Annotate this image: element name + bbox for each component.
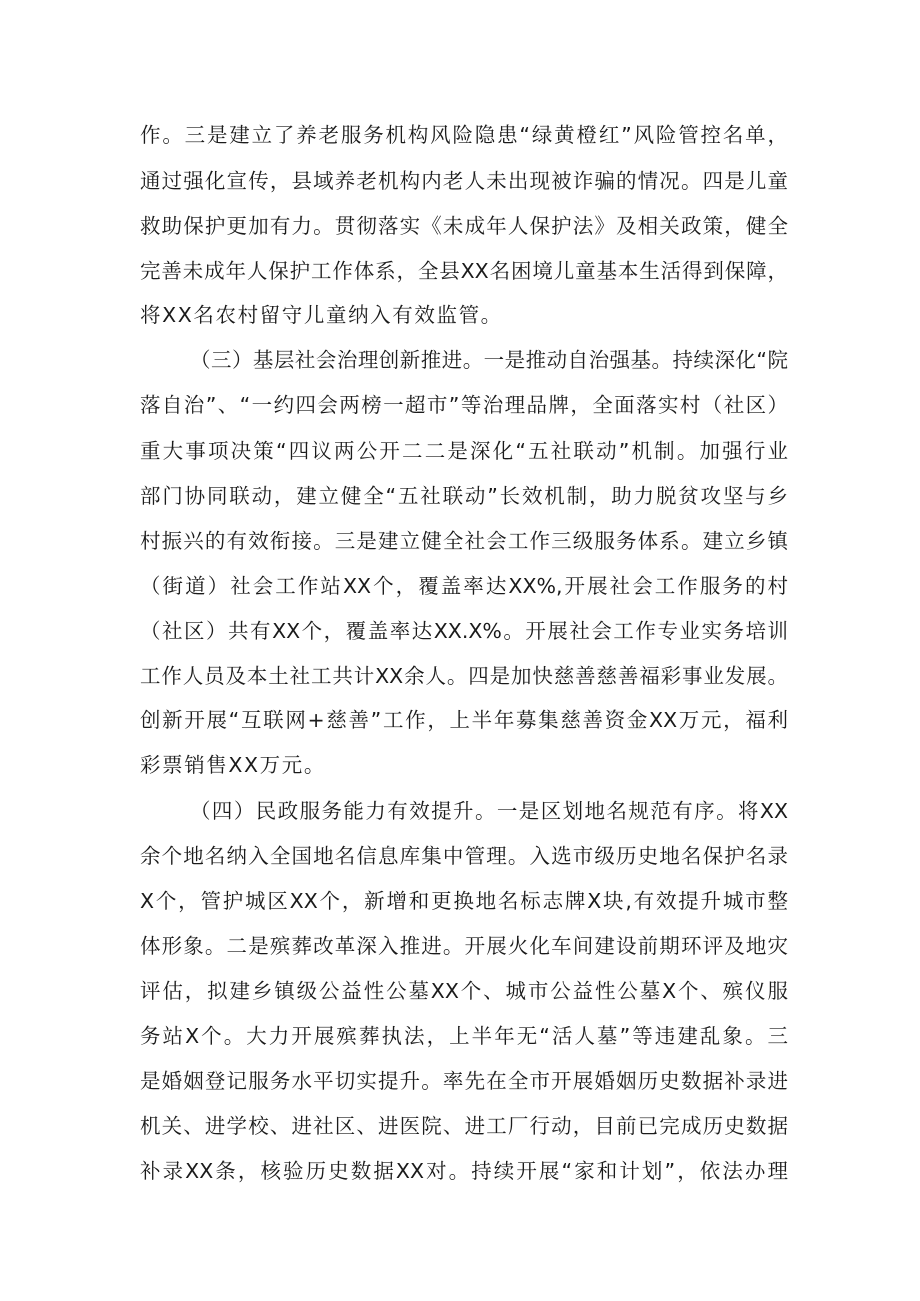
text-line: 完善未成年人保护工作体系，全县XX名困境儿童基本生活得到保障， bbox=[140, 259, 788, 283]
text-line: 彩票销售XX万元。 bbox=[140, 753, 326, 777]
text-line: 是婚姻登记服务水平切实提升。率先在全市开展婚姻历史数据补录进 bbox=[140, 1069, 788, 1093]
text-line: 机关、进学校、进社区、进医院、进工厂行动，目前已完成历史数据 bbox=[140, 1114, 788, 1138]
section-heading-line: （四）民政服务能力有效提升。一是区划地名规范有序。将XX bbox=[190, 799, 788, 823]
text-line: 创新开展“互联网+慈善”工作，上半年募集慈善资金XX万元，福利 bbox=[140, 708, 788, 732]
text-line: 将XX名农村留守儿童纳入有效监管。 bbox=[140, 303, 503, 327]
text-line: 通过强化宣传，县域养老机构内老人未出现被诈骗的情况。四是儿童 bbox=[140, 169, 788, 193]
section-heading-line: （三）基层社会治理创新推进。一是推动自治强基。持续深化“院 bbox=[190, 348, 788, 372]
text-line: 落自治”、“一约四会两榜一超市”等治理品牌，全面落实村（社区） bbox=[140, 393, 788, 417]
text-line: 评估，拟建乡镇级公益性公墓XX个、城市公益性公墓X个、殡仪服 bbox=[140, 979, 788, 1003]
text-line: 村振兴的有效衔接。三是建立健全社会工作三级服务体系。建立乡镇 bbox=[140, 529, 788, 553]
text-line: 务站X个。大力开展殡葬执法，上半年无“活人墓”等违建乱象。三 bbox=[140, 1024, 788, 1048]
text-line: （街道）社会工作站XX个，覆盖率达XX%,开展社会工作服务的村 bbox=[140, 574, 788, 598]
text-line: 补录XX条，核验历史数据XX对。持续开展“家和计划”，依法办理 bbox=[140, 1159, 788, 1183]
text-line: 部门协同联动，建立健全“五社联动”长效机制，助力脱贫攻坚与乡 bbox=[140, 484, 788, 508]
text-line: 重大事项决策“四议两公开二二是深化“五社联动”机制。加强行业 bbox=[140, 439, 788, 463]
text-line: 救助保护更加有力。贯彻落实《未成年人保护法》及相关政策，健全 bbox=[140, 214, 788, 238]
text-line: 体形象。二是殡葬改革深入推进。开展火化车间建设前期环评及地灾 bbox=[140, 934, 788, 958]
text-line: X个，管护城区XX个，新增和更换地名标志牌X块,有效提升城市整 bbox=[140, 889, 788, 913]
text-line: 工作人员及本土社工共计XX余人。四是加快慈善慈善福彩事业发展。 bbox=[140, 664, 788, 688]
text-line: （社区）共有XX个，覆盖率达XX.X%。开展社会工作专业实务培训 bbox=[140, 619, 788, 643]
text-line: 作。三是建立了养老服务机构风险隐患“绿黄橙红”风险管控名单， bbox=[140, 123, 788, 147]
text-line: 余个地名纳入全国地名信息库集中管理。入选市级历史地名保护名录 bbox=[140, 844, 788, 868]
